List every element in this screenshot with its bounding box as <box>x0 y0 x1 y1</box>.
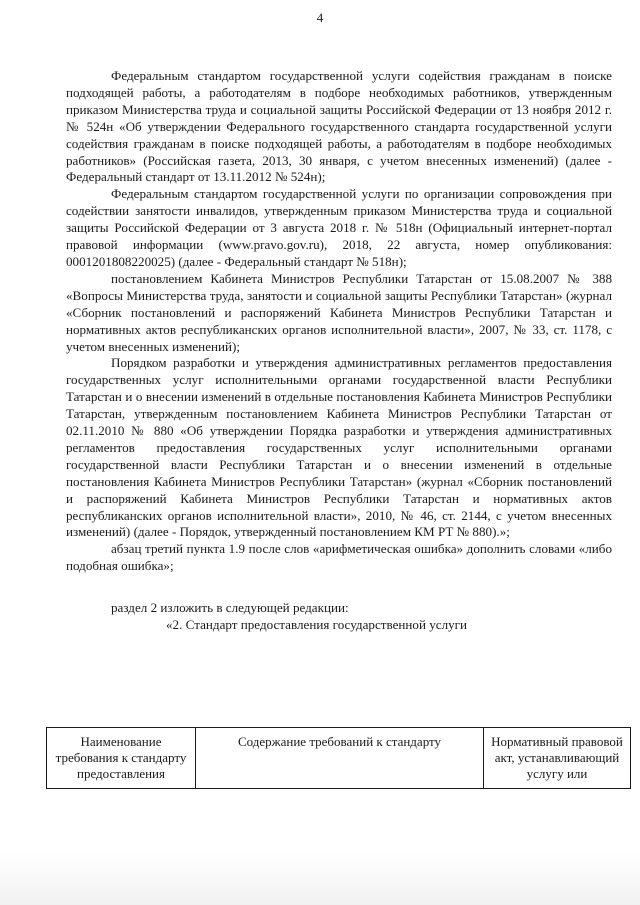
paragraph-resolution-388: постановлением Кабинета Министров Республики Татарстан от 15.08.2007 № 388 «Вопросы Министерства труда, занятости и социальной защиты Республики Татарстан» (журнал «Сборник постановлений и распоряжений Кабинета Министров Республики Татарстан и нормативных актов республиканских органов исполнительной власти», 2007, № 33, ст. 1178, с учетом внесенных изменений); <box>66 270 612 354</box>
header-requirement-content: Содержание требований к стандарту <box>196 728 484 789</box>
paragraph-federal-standard-518n: Федеральным стандартом государственной услуги по организации сопровождения при содействии занятости инвалидов, утвержденным приказом Министерства труда и социальной защиты Российской Федерации от 3 августа 2018 г. № 518н (Официальный интернет-портал правовой информации (www.pravo.gov.ru), 2018, 22 августа, номер опубликования: 0001201808220025) (далее - Федеральный стандарт № 518н); <box>66 186 612 269</box>
paragraph-section-2-intro: раздел 2 изложить в следующей редакции: <box>111 600 349 616</box>
page-number: 4 <box>316 10 324 25</box>
header-requirement-name: Наименование требования к стандарту предоставления <box>47 728 196 789</box>
paragraph-procedure-880: Порядком разработки и утверждения административных регламентов предоставления государственных услуг исполнительными органами государственной власти Республики Татарстан и о внесении изменений в отдельные постановления Кабинета Министров Республики Татарстан, утвержденным постановлением Кабинета Министров Республики Татарстан от 02.11.2010 № 880 «Об утверждении Порядка разработки и утверждения административных регламентов предоставления государственных услуг исполнительными органами государственной власти Республики Татарстан и о внесении изменений в отдельные постановления Кабинета Министров Республики Татарстан» (журнал «Сборник постановлений и распоряжений Кабинета Министров Республики Татарстан и нормативных актов республиканских органов исполнительной власти», 2010, № 46, ст. 2144, с учетом внесенных изменений) (далее - Порядок, утвержденный постановлением КМ РТ № 880).»; <box>66 355 612 540</box>
paragraph-amendment-1-9: абзац третий пункта 1.9 после слов «арифметическая ошибка» дополнить словами «либо подобная ошибка»; <box>66 541 612 574</box>
header-legal-act: Нормативный правовой акт, устанавливающий услугу или <box>484 728 631 789</box>
section-2-title: «2. Стандарт предоставления государственной услуги <box>166 617 468 633</box>
scan-shadow <box>0 852 640 905</box>
table-header-row <box>47 728 631 789</box>
paragraph-federal-standard-524n: Федеральным стандартом государственной услуги содействия гражданам в поиске подходящей работы, а работодателям в подборе необходимых работников, утвержденным приказом Министерства труда и социальной защиты Российской Федерации от 13 ноября 2012 г. № 524н «Об утверждении Федерального государственного стандарта государственной услуги содействия гражданам в поиске подходящей работы, а работодателям в подборе необходимых работников» (Российская газета, 2013, 30 января, с учетом внесенных изменений) (далее - Федеральный стандарт от 13.11.2012 № 524н); <box>66 68 612 185</box>
document-body <box>66 68 612 634</box>
requirements-table <box>46 727 631 789</box>
